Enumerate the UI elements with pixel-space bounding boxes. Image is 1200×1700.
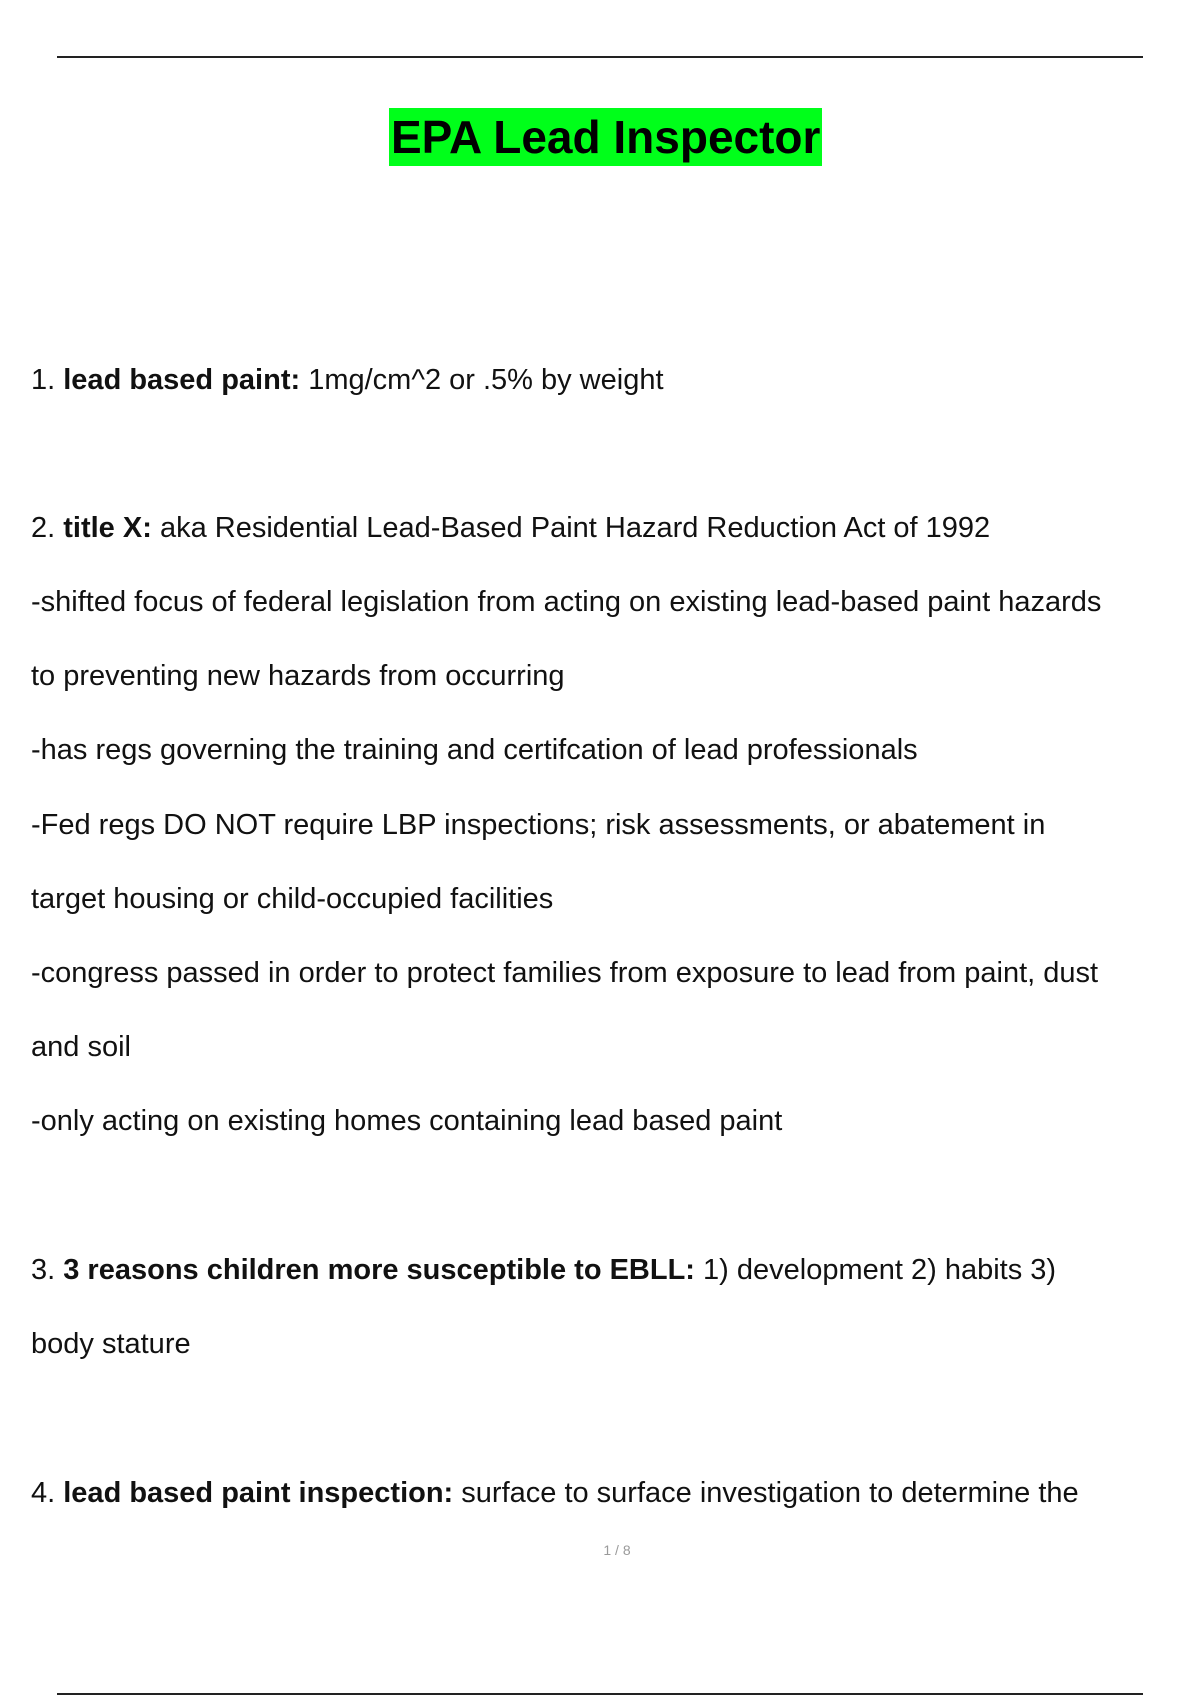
bottom-rule [57,1693,1143,1695]
item-2-text: to preventing new hazards from occurring [31,660,565,692]
top-rule [57,56,1143,58]
item-1-line [31,362,664,398]
item-2-text: -has regs governing the training and certifcation of lead professionals [31,734,918,766]
item-term: title X: [63,512,152,544]
item-4-line [31,1475,1079,1511]
item-2-text: -Fed regs DO NOT require LBP inspections; risk assessments, or abatement in [31,809,1046,841]
item-text: surface to surface investigation to determine the [461,1477,1079,1509]
item-number: 3. [31,1254,56,1286]
item-3-text: body stature [31,1328,191,1360]
item-2-line [31,510,990,546]
item-2-text: -shifted focus of federal legislation from acting on existing lead-based paint hazards [31,586,1102,618]
item-text: 1mg/cm^2 or .5% by weight [308,364,664,396]
item-2-text: target housing or child-occupied facilities [31,883,554,915]
item-number: 1. [31,364,56,396]
item-2-text: -only acting on existing homes containing lead based paint [31,1105,783,1137]
item-number: 2. [31,512,56,544]
item-number: 4. [31,1477,56,1509]
item-term: lead based paint inspection: [63,1477,454,1509]
item-term: 3 reasons children more susceptible to EBLL: [63,1254,695,1286]
document-title: EPA Lead Inspector [389,108,822,166]
item-3-line [31,1252,1056,1288]
item-term: lead based paint: [63,364,301,396]
item-2-text: -congress passed in order to protect families from exposure to lead from paint, dust [31,957,1099,989]
page-indicator: 1 / 8 [603,1542,631,1558]
item-text: aka Residential Lead-Based Paint Hazard Reduction Act of 1992 [159,512,991,544]
item-text: 1) development 2) habits 3) [703,1254,1057,1286]
item-2-text: and soil [31,1031,131,1063]
